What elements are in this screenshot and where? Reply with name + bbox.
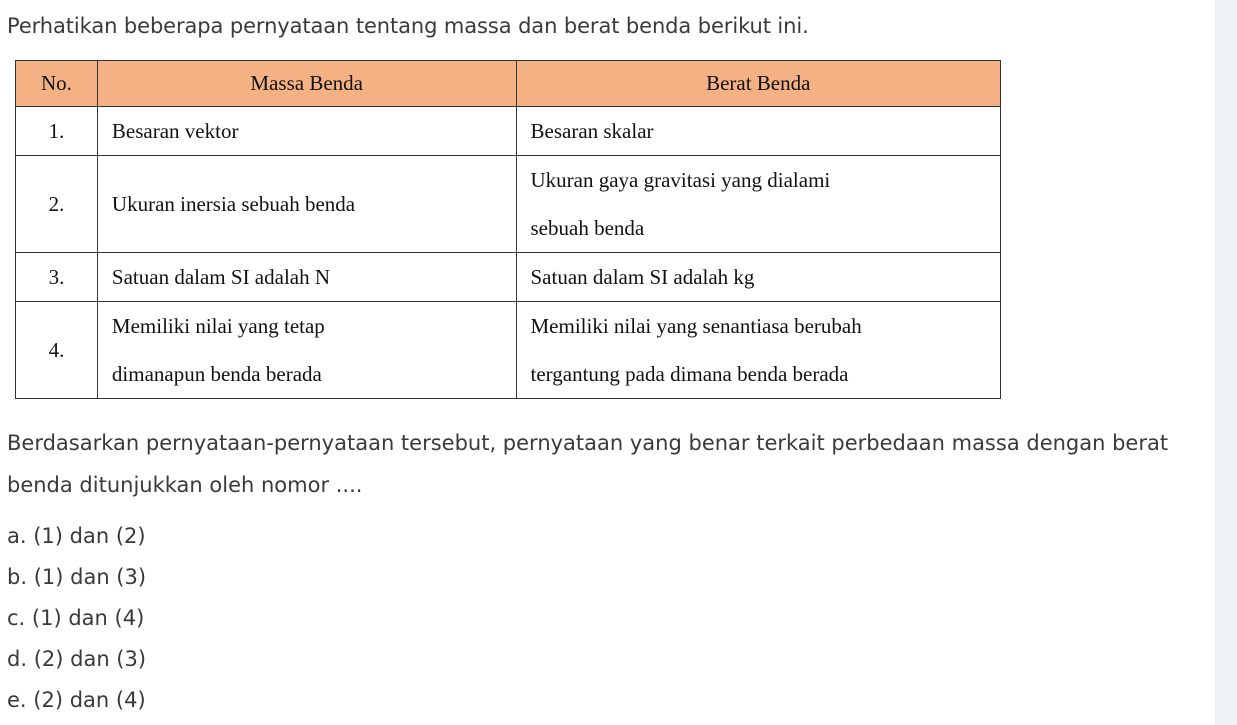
option-e[interactable] <box>7 680 146 721</box>
option-text: (1) dan (3) <box>33 565 147 589</box>
row-number: 3. <box>16 253 98 302</box>
row-number: 4. <box>16 302 98 399</box>
massa-text-line: dimanapun benda berada <box>111 362 322 386</box>
berat-cell <box>516 107 1001 156</box>
header-massa: Massa Benda <box>97 61 516 107</box>
berat-cell <box>516 156 1001 253</box>
berat-text-line: tergantung pada dimana benda berada <box>530 362 849 386</box>
option-letter: c. <box>7 606 26 630</box>
massa-cell <box>97 156 516 253</box>
side-panel-strip <box>1215 0 1237 725</box>
header-berat: Berat Benda <box>516 61 1001 107</box>
row-number: 1. <box>16 107 98 156</box>
massa-text: Satuan dalam SI adalah N <box>111 265 331 289</box>
massa-cell <box>97 302 516 399</box>
option-b[interactable] <box>7 557 146 598</box>
massa-text: Besaran vektor <box>111 119 239 143</box>
answer-options <box>7 516 146 721</box>
option-a[interactable] <box>7 516 146 557</box>
question-text: Berdasarkan pernyataan-pernyataan tersebut, pernyataan yang benar terkait perbedaan massa dengan berat benda ditunjukkan oleh nomor .... <box>7 431 1169 497</box>
option-text: (2) dan (4) <box>33 688 146 712</box>
berat-text-line: Ukuran gaya gravitasi yang dialami <box>530 168 831 192</box>
massa-text: Ukuran inersia sebuah benda <box>111 192 356 216</box>
table-row <box>16 302 1001 399</box>
berat-cell <box>516 302 1001 399</box>
option-letter: e. <box>7 688 27 712</box>
option-text: (2) dan (3) <box>33 647 147 671</box>
option-letter: a. <box>7 524 27 548</box>
option-c[interactable] <box>7 598 146 639</box>
option-letter: b. <box>7 565 28 589</box>
option-d[interactable] <box>7 639 146 680</box>
header-no: No. <box>16 61 98 107</box>
berat-text: Satuan dalam SI adalah kg <box>530 265 755 289</box>
table-row <box>16 156 1001 253</box>
intro-text: Perhatikan beberapa pernyataan tentang massa dan berat benda berikut ini. <box>7 14 809 38</box>
massa-text-line: Memiliki nilai yang tetap <box>111 314 325 338</box>
comparison-table <box>15 60 1001 399</box>
berat-text: Besaran skalar <box>530 119 654 143</box>
berat-cell <box>516 253 1001 302</box>
option-text: (1) dan (4) <box>31 606 145 630</box>
berat-text-line: sebuah benda <box>530 216 645 240</box>
table-row <box>16 253 1001 302</box>
row-number: 2. <box>16 156 98 253</box>
table-row <box>16 107 1001 156</box>
table-header-row <box>16 61 1001 107</box>
massa-cell <box>97 253 516 302</box>
berat-text-line: Memiliki nilai yang senantiasa berubah <box>530 314 862 338</box>
option-letter: d. <box>7 647 28 671</box>
option-text: (1) dan (2) <box>33 524 146 548</box>
massa-cell <box>97 107 516 156</box>
